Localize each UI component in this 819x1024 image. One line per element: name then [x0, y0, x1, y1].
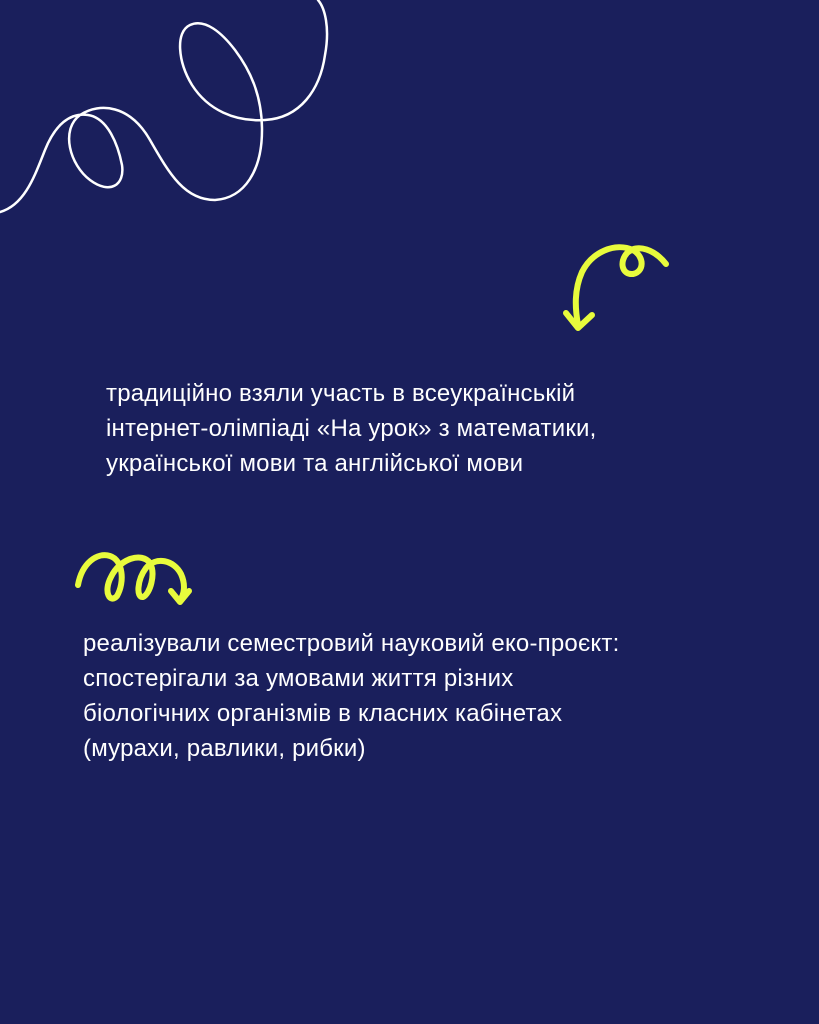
- paragraph-olympiad: традиційно взяли участь в всеукраїнській інтернет-олімпіаді «На урок» з математики, української мови та англійської мови: [106, 380, 597, 477]
- yellow-coil-squiggle-icon: [78, 555, 189, 602]
- white-loop-squiggle-icon: [0, 0, 327, 212]
- paragraph-eco-project: реалізували семестровий науковий еко-проєкт: спостерігали за умовами життя різних біологічних організмів в класних кабінетах (мурахи, равлики, рибки): [83, 630, 620, 762]
- yellow-curly-arrow-icon: [566, 247, 666, 328]
